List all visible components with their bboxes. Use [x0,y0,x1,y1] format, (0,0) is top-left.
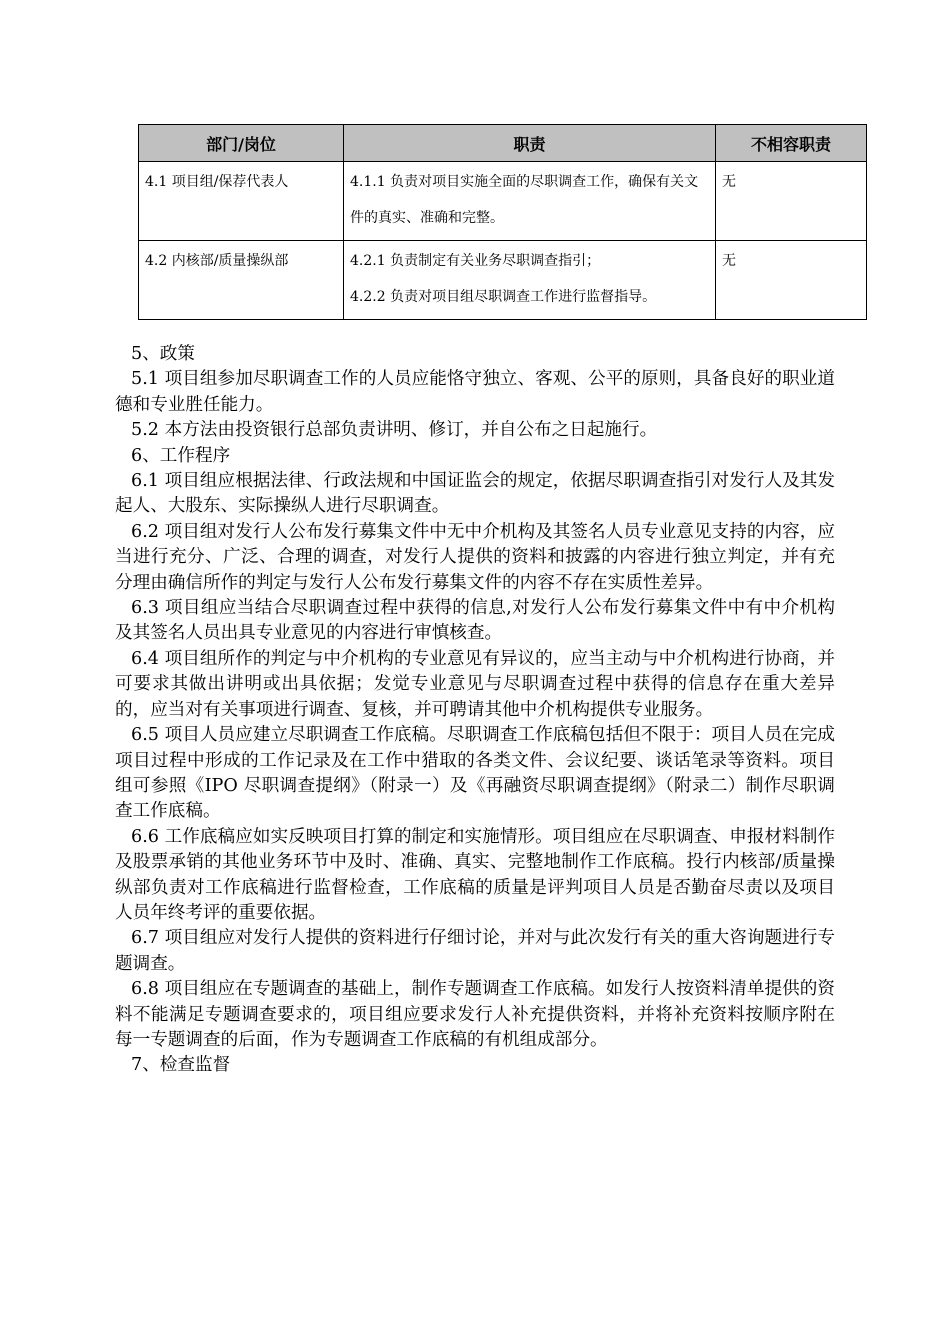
document-body [115,342,835,1079]
table-row [139,241,867,320]
paragraph-5-1: 5.1 项目组参加尽职调查工作的人员应能恪守独立、客观、公平的原则，具备良好的职业道德和专业胜任能力。 [115,369,835,415]
section-heading-5: 5、政策 [131,344,195,364]
header-duties: 职责 [344,125,716,162]
dept-cell: 4.2 内核部/质量操纵部 [139,241,344,320]
header-dept: 部门/岗位 [139,125,344,162]
dept-cell: 4.1 项目组/保荐代表人 [139,162,344,241]
section-heading-7: 7、检查监督 [131,1055,231,1076]
section-heading-6: 6、工作程序 [131,445,231,466]
paragraph-6-3: 6.3 项目组应当结合尽职调查过程中获得的信息,对发行人公布发行募集文件中有中介机构及其签名人员出具专业意见的内容进行审慎核查。 [115,598,835,644]
table-header-row [139,125,867,162]
duty-item: 4.2.2 负责对项目组尽职调查工作进行监督指导。 [350,289,657,305]
paragraph-6-1: 6.1 项目组应根据法律、行政法规和中国证监会的规定，依据尽职调查指引对发行人及其发起人、大股东、实际操纵人进行尽职调查。 [115,471,835,517]
duties-cell [344,162,716,241]
incompatible-cell: 无 [716,162,867,241]
paragraph-5-2: 5.2 本方法由投资银行总部负责讲明、修订，并自公布之日起施行。 [131,420,658,441]
responsibility-table [138,124,867,320]
paragraph-6-8: 6.8 项目组应在专题调查的基础上，制作专题调查工作底稿。如发行人按资料清单提供的资料不能满足专题调查要求的，项目组应要求发行人补充提供资料，并将补充资料按顺序附在每一专题调查的后面，作为专题调查工作底稿的有机组成部分。 [115,979,835,1050]
duties-cell [344,241,716,320]
incompatible-cell: 无 [716,241,867,320]
paragraph-6-4: 6.4 项目组所作的判定与中介机构的专业意见有异议的，应当主动与中介机构进行协商，并可要求其做出讲明或出具依据；发觉专业意见与尽职调查过程中获得的信息存在重大差异的，应当对有关事项进行调查、复核，并可聘请其他中介机构提供专业服务。 [115,648,835,720]
paragraph-6-5: 6.5 项目人员应建立尽职调查工作底稿。尽职调查工作底稿包括但不限于：项目人员在完成项目过程中形成的工作记录及在工作中猎取的各类文件、会议纪要、谈话笔录等资料。项目组可参照《IPO 尽职调查提纲》（附录一）及《再融资尽职调查提纲》（附录二）制作尽职调查工作底稿。 [115,725,835,822]
duty-item: 4.1.1 负责对项目实施全面的尽职调查工作，确保有关文件的真实、准确和完整。 [350,174,699,226]
header-incompatible: 不相容职责 [716,125,867,162]
duty-item: 4.2.1 负责制定有关业务尽职调查指引； [350,253,601,269]
table-row [139,162,867,241]
paragraph-6-6: 6.6 工作底稿应如实反映项目打算的制定和实施情形。项目组应在尽职调查、申报材料制作及股票承销的其他业务环节中及时、准确、真实、完整地制作工作底稿。投行内核部/质量操纵部负责对工作底稿进行监督检查，工作底稿的质量是评判项目人员是否勤奋尽责以及项目人员年终考评的重要依据。 [115,826,835,923]
paragraph-6-2: 6.2 项目组对发行人公布发行募集文件中无中介机构及其签名人员专业意见支持的内容，应当进行充分、广泛、合理的调查，对发行人提供的资料和披露的内容进行独立判定，并有充分理由确信所作的判定与发行人公布发行募集文件的内容不存在实质性差异。 [115,521,835,593]
paragraph-6-7: 6.7 项目组应对发行人提供的资料进行仔细讨论，并对与此次发行有关的重大咨询题进行专题调查。 [115,928,835,974]
